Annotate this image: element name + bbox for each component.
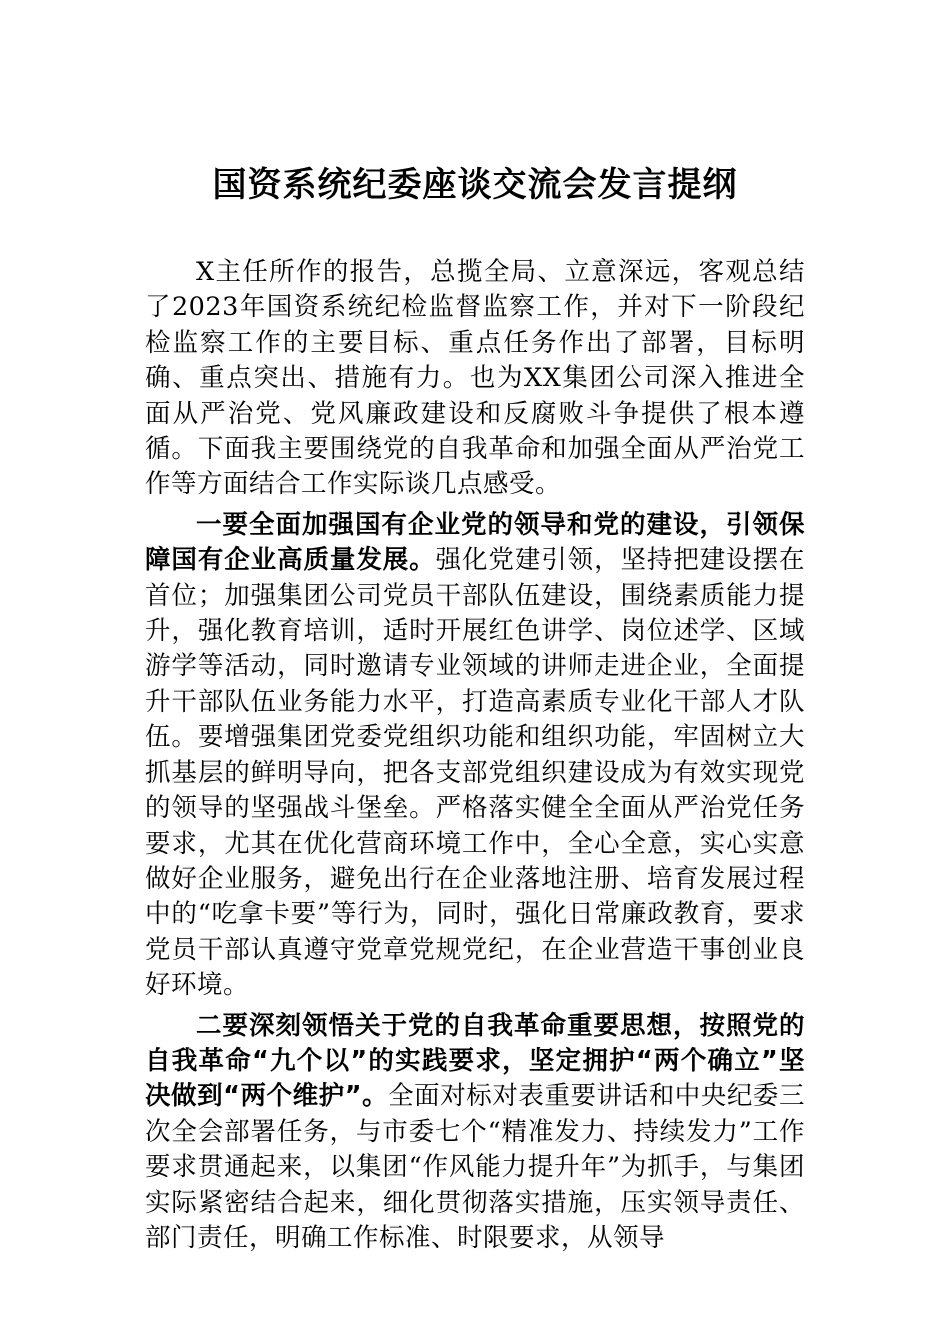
paragraph-lead-heading: 二要深刻领悟关于党的自我革命重要思想，按照党的自我革命“九个以”的实践要求，坚定拥护“两个确立”坚决做到“两个维护”。 <box>145 1010 805 1112</box>
intro-paragraph <box>145 255 805 503</box>
paragraph-text: 全面对标对表重要讲话和中央纪委三次全会部署任务，与市委七个“精准发力、持续发力”工作要求贯通起来，以集团“作风能力提升年”为抓手，与集团实际紧密结合起来，细化贯彻落实措施，压实领导责任、部门责任，明确工作标准、时限要求，从领导 <box>145 1081 805 1253</box>
paragraph-text: X主任所作的报告，总揽全局、立意深远，客观总结了2023年国资系统纪检监督监察工作，并对下一阶段纪检监察工作的主要目标、重点任务作出了部署，目标明确、重点突出、措施有力。也为XX集团公司深入推进全面从严治党、党风廉政建设和反腐败斗争提供了根本遵循。下面我主要围绕党的自我革命和加强全面从严治党工作等方面结合工作实际谈几点感受。 <box>145 257 805 500</box>
paragraph-text: 强化党建引领，坚持把建设摆在首位；加强集团公司党员干部队伍建设，围绕素质能力提升，强化教育培训，适时开展红色讲学、岗位述学、区域游学等活动，同时邀请专业领域的讲师走进企业，全面提升干部队伍业务能力水平，打造高素质专业化干部人才队伍。要增强集团党委党组织功能和组织功能，牢固树立大抓基层的鲜明导向，把各支部党组织建设成为有效实现党的领导的坚强战斗堡垒。严格落实健全全面从严治党任务要求，尤其在优化营商环境工作中，全心全意，实心实意做好企业服务，避免出行在企业落地注册、培育发展过程中的“吃拿卡要”等行为，同时，强化日常廉政教育，要求党员干部认真遵守党章党规党纪，在企业营造干事创业良好环境。 <box>145 545 805 1001</box>
point-one-paragraph <box>145 508 805 1004</box>
point-two-paragraph <box>145 1009 805 1257</box>
paragraph-lead-heading: 一要全面加强国有企业党的领导和党的建设，引领保障国有企业高质量发展。 <box>145 509 805 576</box>
document-title: 国资系统纪委座谈交流会发言提纲 <box>212 165 738 205</box>
document-body <box>145 255 805 1256</box>
